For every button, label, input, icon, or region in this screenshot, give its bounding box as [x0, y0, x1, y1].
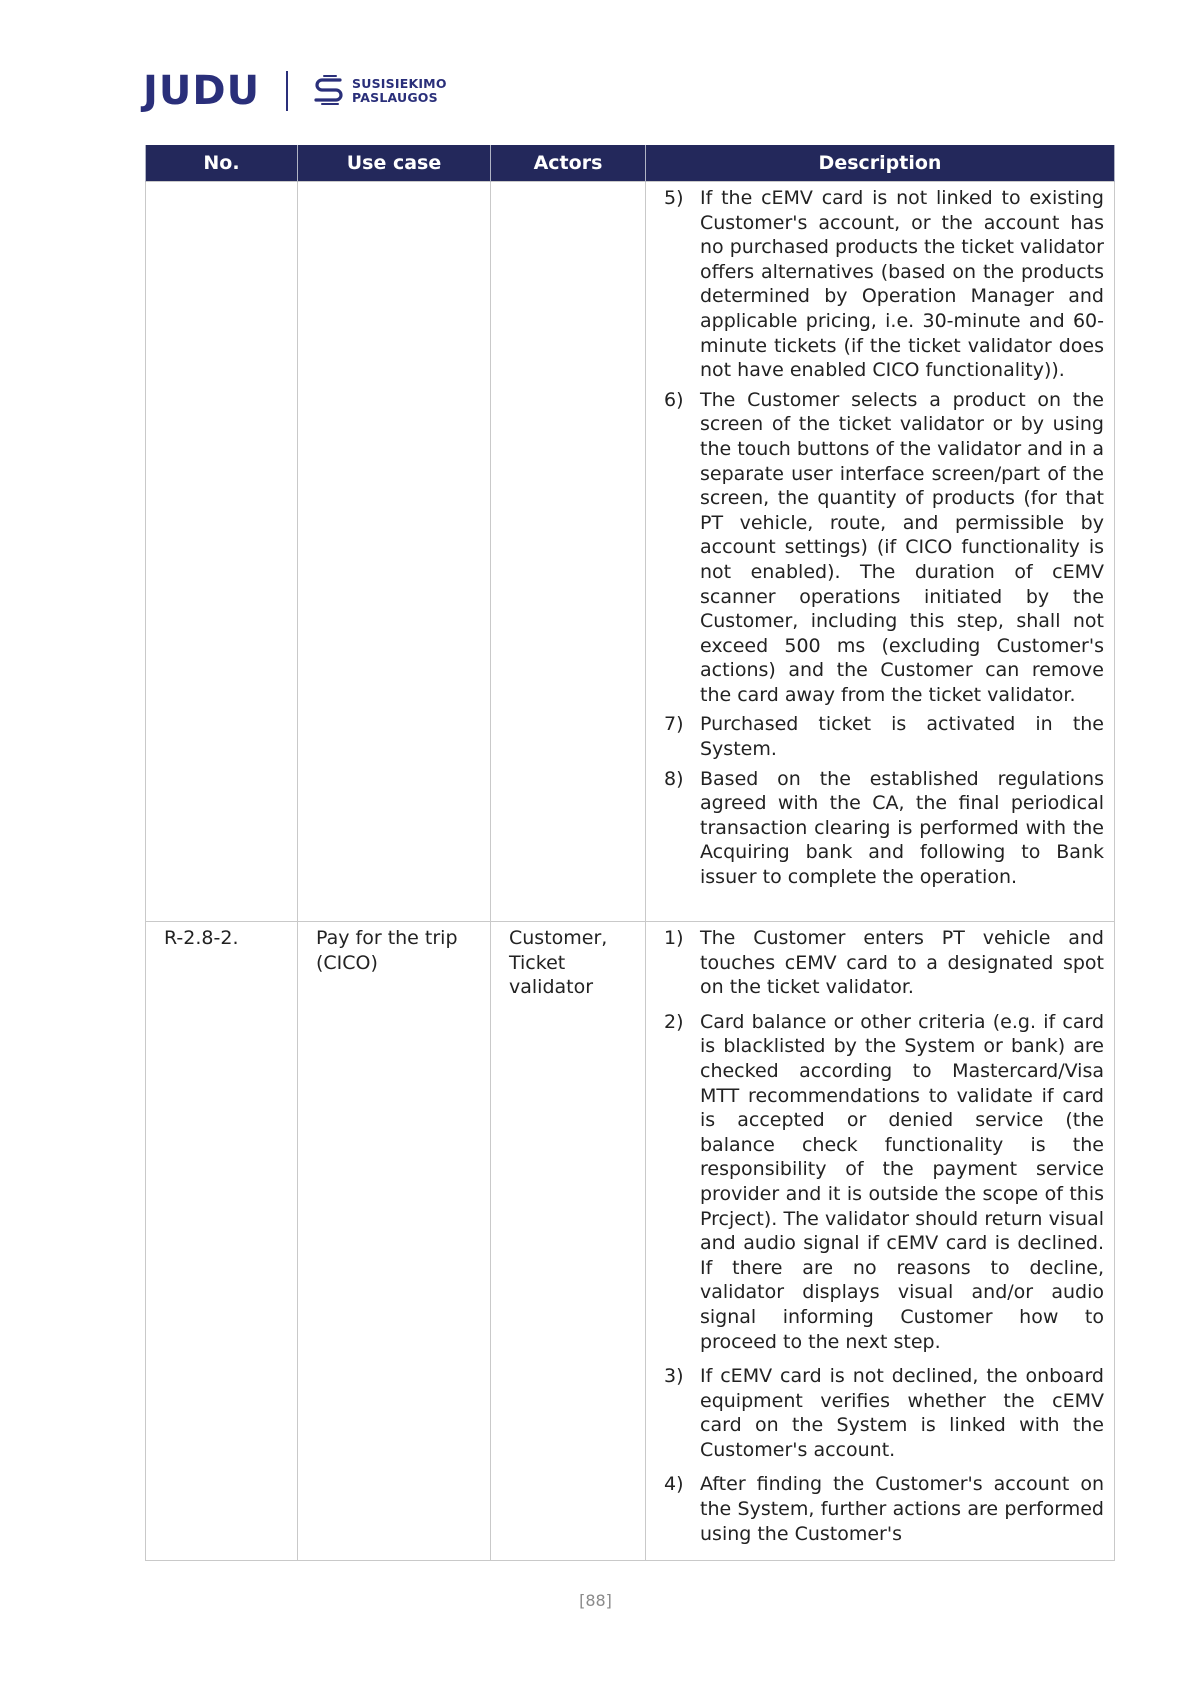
header-actors: Actors [491, 145, 646, 182]
description-step [664, 186, 1104, 383]
table-row [146, 922, 1115, 1561]
cell-actors [491, 182, 646, 922]
step-text: Card balance or other criteria (e.g. if card is blacklisted by the System or bank) are checked according to Mastercard/Visa MTT recommendations to validate if card is accepted or denied service (the balance check functionality is the responsibility of the payment service provider and it is outside the scope of this Prcject). The validator should return visual and audio signal if cEMV card is declined. If there are no reasons to decline, validator displays visual and/or audio signal informing Customer how to proceed to the next step. [700, 1010, 1104, 1353]
step-number: 2) [664, 1010, 684, 1033]
cell-use-case [298, 182, 491, 922]
description-step [664, 1364, 1104, 1462]
step-number: 6) [664, 388, 684, 411]
step-number: 1) [664, 927, 684, 949]
description-step [664, 712, 1104, 761]
step-number: 5) [664, 187, 684, 209]
step-text: The Customer enters PT vehicle and touches cEMV card to a designated spot on the ticket validator. [700, 927, 1104, 999]
description-step [664, 388, 1104, 708]
table-header-row [146, 145, 1115, 182]
step-text: After finding the Customer's account on the System, further actions are performed using the Customer's [700, 1473, 1104, 1545]
cell-use-case: Pay for the trip (CICO) [298, 922, 491, 1561]
logo-text-line1: SUSISIEKIMO [352, 76, 447, 91]
logo-text-line2: PASLAUGOS [352, 90, 438, 105]
susisiekimo-logo-icon [312, 74, 346, 108]
page-number: [88] [579, 1591, 612, 1610]
step-text: If the cEMV card is not linked to existing Customer's account, or the account has no purchased products the ticket validator offers alternatives (based on the products determined by Operation Manager and applicable pricing, i.e. 30-minute and 60-minute tickets (if the ticket validator does not have enabled CICO functionality)). [700, 187, 1104, 382]
step-number: 4) [664, 1473, 684, 1496]
step-number: 8) [664, 767, 684, 790]
step-text: Based on the established regulations agreed with the CA, the final periodical transaction clearing is performed with the Acquiring bank and following to Bank issuer to complete the operation. [700, 767, 1104, 889]
logo-text [352, 77, 447, 105]
description-step [664, 767, 1104, 890]
logo-divider [286, 71, 288, 111]
step-number: 3) [664, 1365, 684, 1388]
use-case-table [145, 145, 1115, 1561]
judu-logo: JUDU [143, 68, 261, 114]
header-logo [143, 68, 447, 114]
cell-description [646, 922, 1115, 1561]
cell-no [146, 182, 298, 922]
cell-description [646, 182, 1115, 922]
step-text: Purchased ticket is activated in the System. [700, 713, 1104, 761]
cell-actors: Customer, Ticket validator [491, 922, 646, 1561]
description-step [664, 1472, 1104, 1546]
header-description: Description [646, 145, 1115, 182]
step-number: 7) [664, 713, 684, 736]
description-step [664, 1010, 1104, 1354]
description-step [664, 926, 1104, 1000]
cell-no: R-2.8-2. [146, 922, 298, 1561]
step-text: The Customer selects a product on the screen of the ticket validator or by using the touch buttons of the validator and in a separate user interface screen/part of the screen, the quantity of products (for that PT vehicle, route, and permissible by account settings) (if CICO functionality is not enabled). The duration of cEMV scanner operations initiated by the Customer, including this step, shall not exceed 500 ms (excluding Customer's actions) and the Customer can remove the card away from the ticket validator. [700, 388, 1104, 706]
table-row [146, 182, 1115, 922]
step-text: If cEMV card is not declined, the onboard equipment verifies whether the cEMV card on the System is linked with the Customer's account. [700, 1365, 1104, 1461]
header-use-case: Use case [298, 145, 491, 182]
header-no: No. [146, 145, 298, 182]
